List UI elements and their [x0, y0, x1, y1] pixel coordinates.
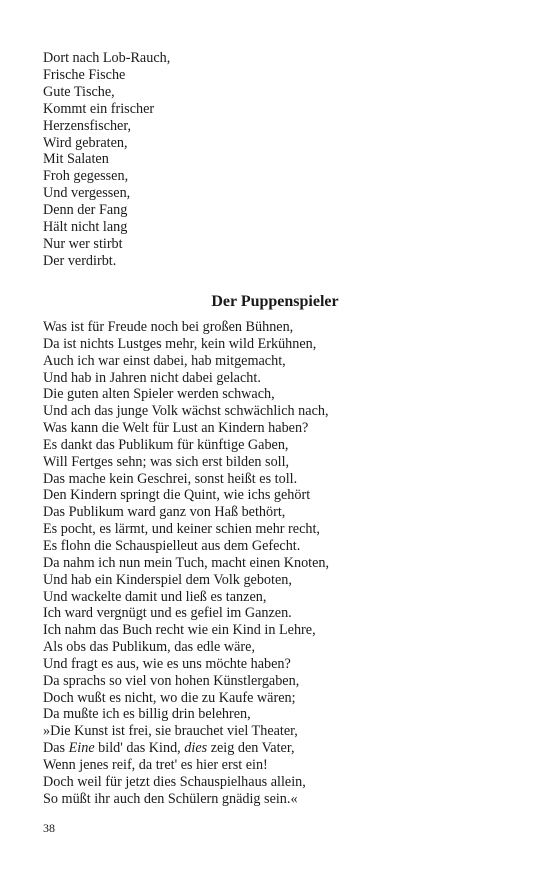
verse-line: Und fragt es aus, wie es uns möchte haben? — [43, 655, 291, 672]
verse-line: Die guten alten Spieler werden schwach, — [43, 386, 275, 403]
emphasized-word: dies — [184, 740, 208, 757]
verse-line: Es pocht, es lärmt, und keiner schien mehr recht, — [43, 521, 320, 538]
verse-line: Ich nahm das Buch recht wie ein Kind in Lehre, — [43, 622, 316, 639]
verse-text: bild' das Kind, — [94, 740, 185, 757]
verse-line: Das mache kein Geschrei, sonst heißt es toll. — [43, 470, 298, 487]
verse-text: zeig den Vater, — [207, 740, 295, 757]
verse-line: Wenn jenes reif, da tret' es hier erst ein! — [43, 756, 268, 773]
poem-body — [43, 319, 523, 807]
verse-line: Und ach das junge Volk wächst schwächlich nach, — [43, 403, 329, 420]
verse-line: Und hab ein Kinderspiel dem Volk geboten, — [43, 571, 292, 588]
verse-line: Froh gegessen, — [43, 168, 129, 185]
verse-text: Das — [43, 740, 69, 757]
verse-line: Hält nicht lang — [43, 219, 128, 236]
verse-line: Den Kindern springt die Quint, wie ichs gehört — [43, 487, 311, 504]
verse-line: Auch ich war einst dabei, hab mitgemacht, — [43, 352, 286, 369]
verse-line: Der verdirbt. — [43, 252, 117, 269]
verse-line: Dort nach Lob-Rauch, — [43, 50, 171, 66]
verse-line: Herzensfischer, — [43, 117, 132, 134]
verse-line: Nur wer stirbt — [43, 235, 123, 252]
verse-line: Ich ward vergnügt und es gefiel im Ganzen. — [43, 605, 292, 622]
page-number: 38 — [43, 821, 55, 835]
verse-line: Was ist für Freude noch bei großen Bühnen, — [43, 319, 294, 335]
previous-poem-ending — [43, 50, 513, 270]
verse-line: Da mußte ich es billig drin belehren, — [43, 706, 251, 723]
verse-line: Da ist nichts Lustges mehr, kein wild Erkühnen, — [43, 335, 317, 352]
verse-line: Was kann die Welt für Lust an Kindern haben? — [43, 420, 309, 437]
verse-line: Gute Tische, — [43, 83, 115, 100]
verse-line: Doch weil für jetzt dies Schauspielhaus allein, — [43, 773, 306, 790]
verse-line: So müßt ihr auch den Schülern gnädig sein.« — [43, 790, 298, 807]
verse-line: Doch wußt es nicht, wo die zu Kaufe wären; — [43, 689, 296, 706]
verse-line: Es flohn die Schauspielleut aus dem Gefecht. — [43, 537, 301, 554]
verse-line: »Die Kunst ist frei, sie brauchet viel Theater, — [43, 723, 298, 740]
verse-line: Und vergessen, — [43, 185, 131, 202]
verse-line-with-emphasis — [43, 740, 523, 757]
verse-line: Wird gebraten, — [43, 134, 128, 151]
verse-line: Frische Fische — [43, 66, 126, 83]
verse-line: Mit Salaten — [43, 151, 109, 168]
verse-line: Und wackelte damit und ließ es tanzen, — [43, 588, 267, 605]
verse-line: Denn der Fang — [43, 202, 128, 219]
verse-line: Das Publikum ward ganz von Haß bethört, — [43, 504, 286, 521]
verse-line: Als obs das Publikum, das edle wäre, — [43, 639, 255, 656]
verse-line: Es dankt das Publikum für künftige Gaben, — [43, 436, 289, 453]
verse-line: Da nahm ich nun mein Tuch, macht einen Knoten, — [43, 554, 330, 571]
verse-line: Und hab in Jahren nicht dabei gelacht. — [43, 369, 261, 386]
verse-line: Will Fertges sehn; was sich erst bilden soll, — [43, 453, 290, 470]
verse-line: Da sprachs so viel von hohen Künstlergaben, — [43, 672, 300, 689]
verse-line: Kommt ein frischer — [43, 100, 155, 117]
emphasized-word: Eine — [68, 740, 95, 757]
poem-title: Der Puppenspieler — [211, 293, 339, 310]
